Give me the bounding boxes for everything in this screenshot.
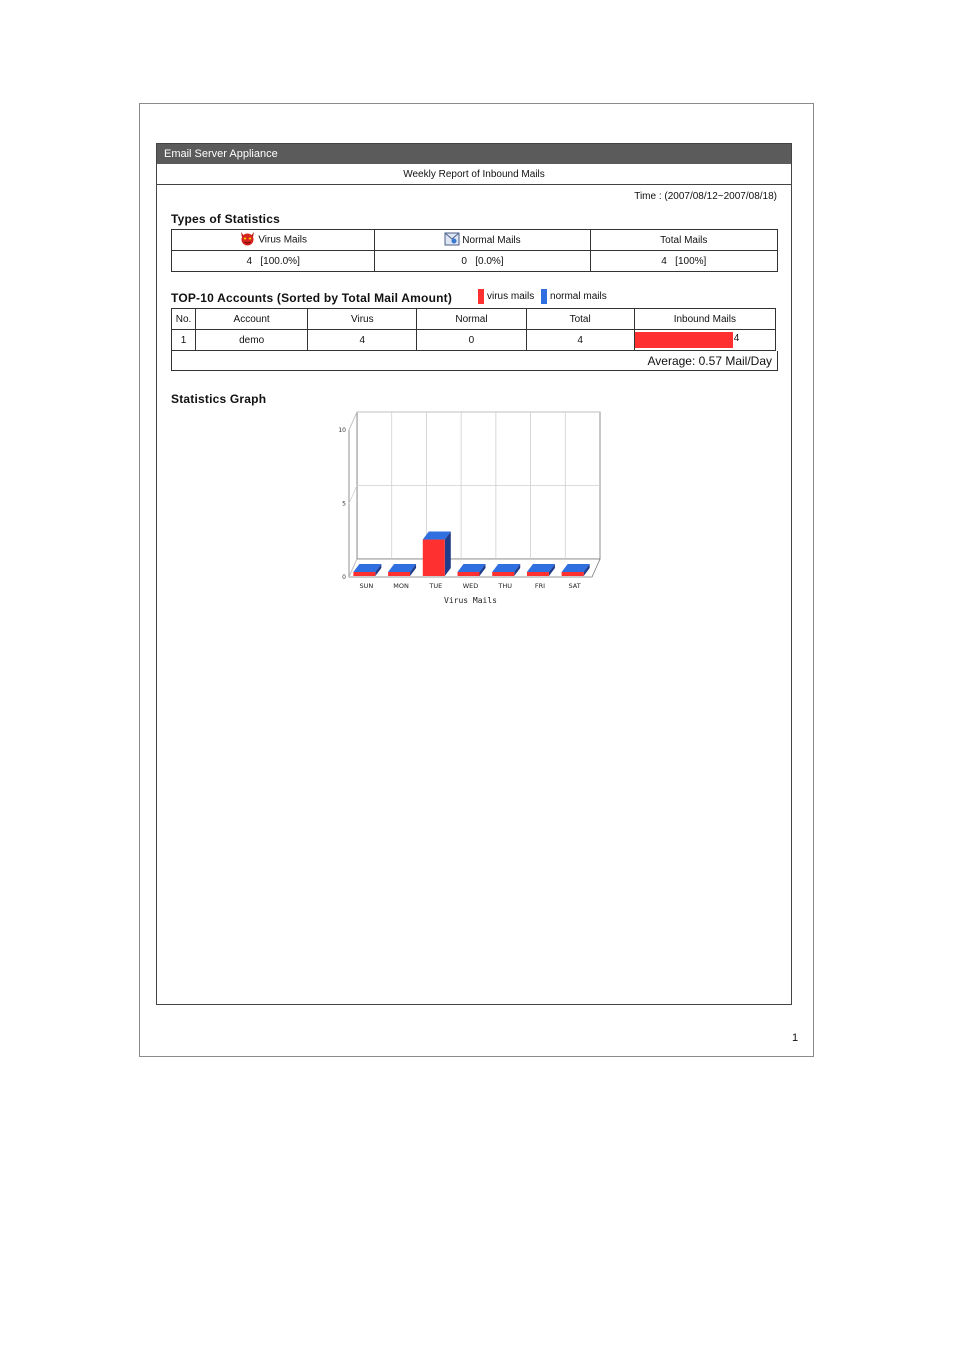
total-mails-header: Total Mails	[590, 230, 777, 251]
types-value-row	[172, 251, 778, 272]
bar-virus-sat	[562, 572, 584, 576]
types-table	[171, 229, 778, 272]
bar-virus-mon	[388, 572, 410, 576]
x-tick-label: WED	[462, 582, 479, 590]
bar-virus-wed	[458, 572, 480, 576]
legend-normal	[541, 291, 607, 302]
total-mails-value: 4 [100%]	[590, 251, 777, 272]
virus-devil-icon	[239, 231, 256, 249]
row-account: demo	[196, 330, 308, 351]
row-virus: 4	[308, 330, 417, 351]
top10-header-row	[172, 309, 776, 330]
x-tick-label: SUN	[359, 582, 374, 590]
top10-legend	[478, 289, 611, 304]
normal-mails-header	[375, 230, 590, 251]
average-mail-per-day: Average: 0.57 Mail/Day	[171, 351, 778, 371]
types-section-title: Types of Statistics	[171, 212, 280, 226]
inbound-virus-bar	[635, 332, 733, 348]
report-title: Weekly Report of Inbound Mails	[157, 164, 791, 185]
top10-table	[171, 308, 776, 351]
y-tick-label: 0	[342, 574, 346, 581]
normal-mails-value: 0 [0.0%]	[375, 251, 590, 272]
app-title: Email Server Appliance	[157, 144, 791, 164]
x-axis-label: Virus Mails	[444, 596, 497, 605]
virus-mails-header	[172, 230, 375, 251]
report-box	[156, 143, 792, 1005]
legend-normal-swatch	[541, 289, 547, 304]
legend-virus-label: virus mails	[487, 291, 535, 303]
x-tick-label: MON	[393, 582, 409, 590]
col-virus-header: Virus	[308, 309, 417, 330]
bar-virus-tue	[423, 540, 445, 576]
y-tick-label: 10	[338, 427, 346, 434]
bar-virus-sun	[353, 572, 375, 576]
legend-virus	[478, 291, 534, 302]
row-inbound	[634, 330, 775, 351]
row-total: 4	[526, 330, 634, 351]
normal-mails-label: Normal Mails	[462, 234, 521, 246]
x-tick-label: TUE	[429, 582, 443, 590]
row-no: 1	[172, 330, 196, 351]
virus-mails-value: 4 [100.0%]	[172, 251, 375, 272]
top10-section-title: TOP-10 Accounts (Sorted by Total Mail Amount)	[171, 291, 453, 305]
x-tick-label: FRI	[534, 582, 546, 590]
table-row	[172, 330, 776, 351]
graph-section-title: Statistics Graph	[171, 392, 267, 406]
y-tick-label: 5	[342, 500, 346, 508]
bar-virus-fri	[527, 572, 549, 576]
col-normal-header: Normal	[417, 309, 526, 330]
x-tick-label: THU	[498, 582, 513, 590]
col-account-header: Account	[196, 309, 308, 330]
col-no-header: No.	[172, 309, 196, 330]
time-range: Time : (2007/08/12~2007/08/18)	[634, 191, 777, 202]
row-normal: 0	[417, 330, 526, 351]
legend-normal-label: normal mails	[550, 291, 607, 303]
bar-virus-thu	[492, 572, 514, 576]
types-header-row	[172, 230, 778, 251]
inbound-value: 4	[733, 333, 740, 344]
page-number: 1	[792, 1032, 799, 1044]
col-total-header: Total	[526, 309, 634, 330]
statistics-chart	[332, 406, 607, 611]
col-inbound-header: Inbound Mails	[634, 309, 775, 330]
normal-mail-icon	[444, 232, 460, 249]
legend-virus-swatch	[478, 289, 484, 304]
virus-mails-label: Virus Mails	[258, 234, 308, 246]
x-tick-label: SAT	[568, 582, 581, 590]
